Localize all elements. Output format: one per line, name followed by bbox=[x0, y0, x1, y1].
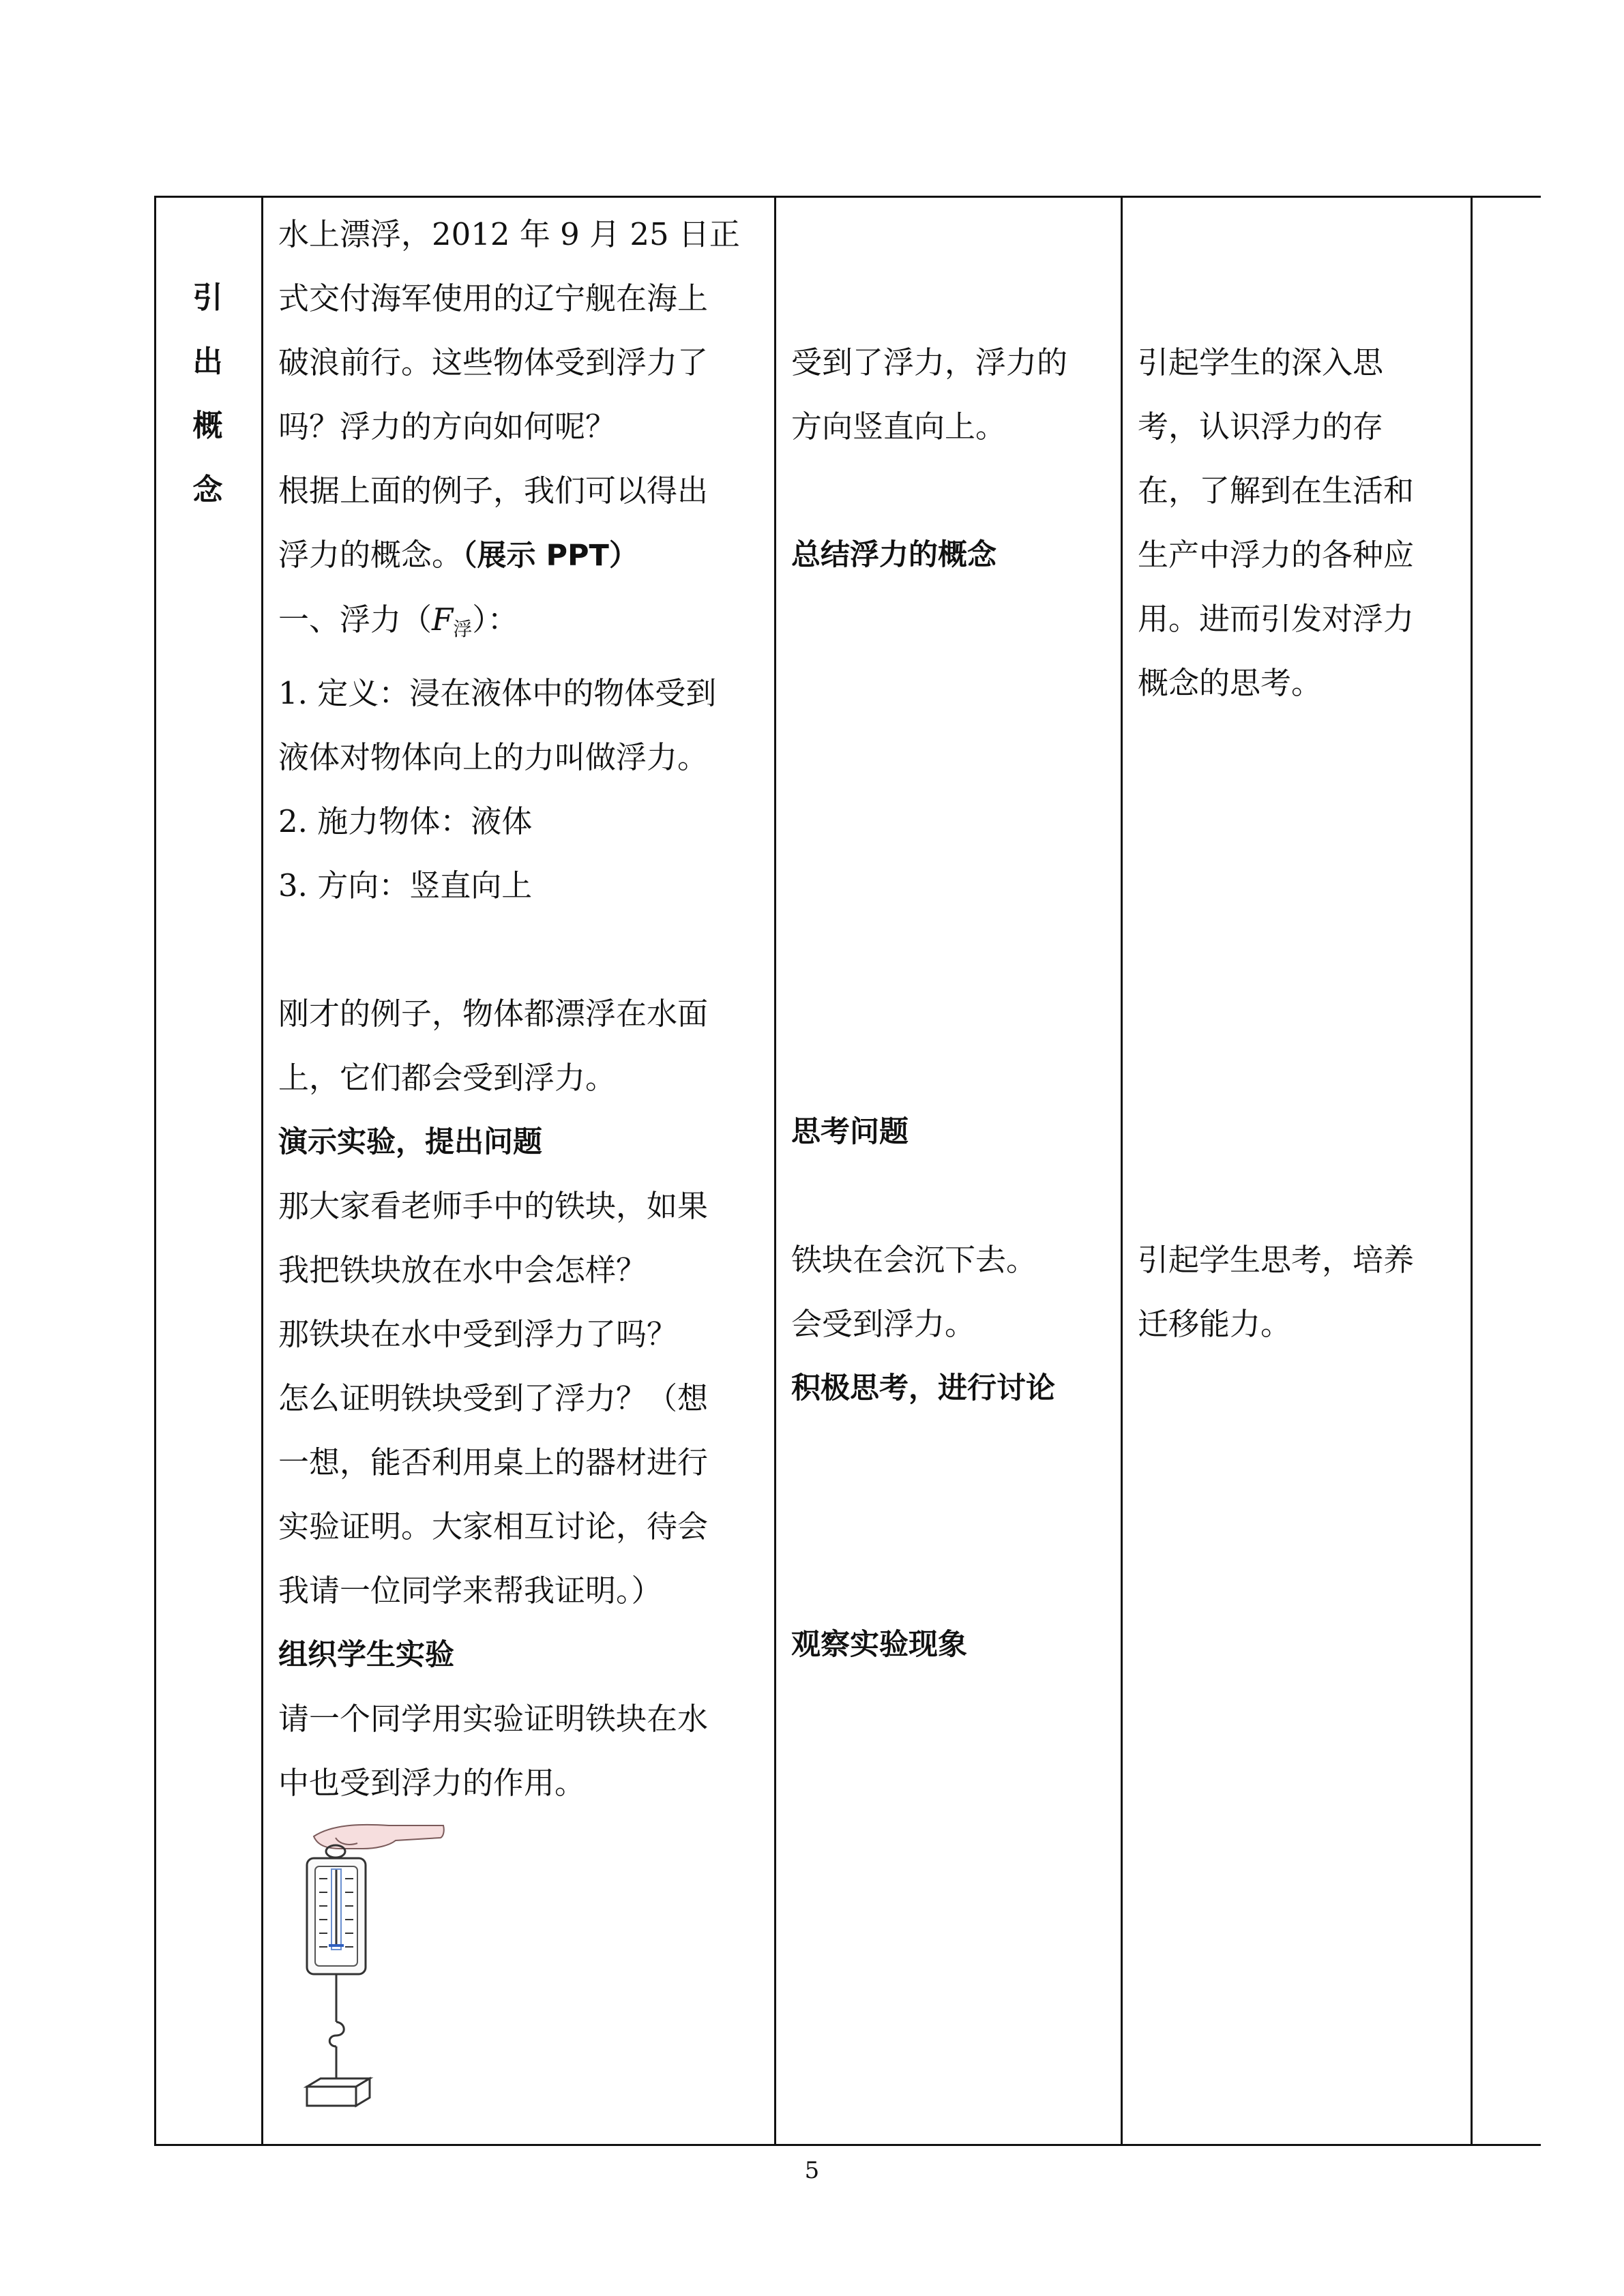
table-divider-2 bbox=[774, 196, 776, 2146]
observe-heading: 观察实验现象 bbox=[791, 1628, 967, 1662]
definition-point: 1. 定义：浸在液体中的物体受到 bbox=[278, 675, 717, 711]
student-answer-line: 方向竖直向上。 bbox=[791, 408, 1007, 445]
teacher-text-line bbox=[278, 523, 740, 588]
section-label-char: 出 bbox=[192, 344, 223, 379]
table-border-right bbox=[1471, 196, 1473, 2146]
teacher-activity-cell bbox=[278, 203, 740, 1815]
demo-line: 我请一位同学来帮我证明。） bbox=[278, 1572, 662, 1609]
buoyancy-symbol: F bbox=[432, 601, 454, 638]
organize-line: 中也受到浮力的作用。 bbox=[278, 1765, 586, 1801]
definition-point: 3. 方向：竖直向上 bbox=[278, 867, 533, 904]
design-intent-cell bbox=[1138, 331, 1414, 715]
example-line: 刚才的例子，物体都漂浮在水面 bbox=[278, 996, 709, 1032]
organize-line: 请一个同学用实验证明铁块在水 bbox=[278, 1701, 709, 1737]
demo-line: 实验证明。大家相互讨论，待会 bbox=[278, 1508, 709, 1545]
buoyancy-heading-prefix: 一、浮力（ bbox=[278, 601, 432, 638]
student-answer-line: 受到了浮力，浮力的 bbox=[791, 344, 1068, 381]
design-intent-cell bbox=[1138, 1228, 1414, 1356]
spring-scale-illustration bbox=[286, 1810, 450, 2111]
section-label-char: 概 bbox=[192, 408, 223, 443]
section-label-char: 引 bbox=[192, 280, 223, 315]
student-activity-cell bbox=[791, 1613, 967, 1677]
buoyancy-heading bbox=[278, 588, 740, 661]
demo-line: 那大家看老师手中的铁块，如果 bbox=[278, 1188, 709, 1224]
definition-point: 液体对物体向上的力叫做浮力。 bbox=[278, 739, 709, 775]
blank-gap bbox=[278, 918, 740, 982]
intent-line: 生产中浮力的各种应 bbox=[1138, 537, 1415, 573]
student-activity-cell bbox=[791, 523, 996, 587]
summary-heading: 总结浮力的概念 bbox=[791, 538, 996, 572]
demo-line: 那铁块在水中受到浮力了吗？ bbox=[278, 1316, 678, 1352]
discuss-heading: 积极思考，进行讨论 bbox=[791, 1371, 1055, 1405]
example-line: 上，它们都会受到浮力。 bbox=[278, 1060, 617, 1096]
intent-line: 用。进而引发对浮力 bbox=[1138, 601, 1415, 637]
teacher-text-line: 水上漂浮，2012 年 9 月 25 日正 bbox=[278, 216, 740, 252]
intent-line: 引起学生的深入思 bbox=[1138, 344, 1384, 381]
think-heading: 思考问题 bbox=[791, 1115, 909, 1149]
intent-line: 考，认识浮力的存 bbox=[1138, 408, 1384, 445]
page-number: 5 bbox=[804, 2157, 820, 2184]
iron-block-drawing bbox=[307, 2078, 370, 2106]
student-activity-cell bbox=[791, 1228, 1055, 1420]
definition-point: 2. 施力物体：液体 bbox=[278, 803, 533, 839]
teacher-text-line: 吗？浮力的方向如何呢？ bbox=[278, 408, 617, 445]
intent-line: 迁移能力。 bbox=[1138, 1306, 1292, 1342]
table-bottom-border bbox=[154, 2144, 1541, 2146]
student-answer-line: 铁块在会沉下去。 bbox=[791, 1242, 1037, 1278]
demo-line: 我把铁块放在水中会怎样？ bbox=[278, 1252, 647, 1288]
student-answer-line: 会受到浮力。 bbox=[791, 1306, 976, 1342]
teacher-text-line: 破浪前行。这些物体受到浮力了 bbox=[278, 344, 709, 381]
demo-line: 怎么证明铁块受到了浮力？（想 bbox=[278, 1380, 709, 1416]
section-label-char: 念 bbox=[192, 473, 223, 507]
intent-line: 概念的思考。 bbox=[1138, 665, 1323, 701]
demo-line: 一想，能否利用桌上的器材进行 bbox=[278, 1444, 709, 1480]
organize-heading: 组织学生实验 bbox=[278, 1638, 454, 1672]
intent-line: 在，了解到在生活和 bbox=[1138, 473, 1415, 509]
table-divider-3 bbox=[1121, 196, 1123, 2146]
demo-heading: 演示实验，提出问题 bbox=[278, 1125, 542, 1159]
student-activity-cell bbox=[791, 331, 1067, 459]
student-activity-cell bbox=[791, 1100, 909, 1164]
section-label bbox=[154, 266, 261, 522]
buoyancy-subscript: 浮 bbox=[453, 618, 473, 640]
teacher-text-line: 根据上面的例子，我们可以得出 bbox=[278, 473, 709, 509]
buoyancy-heading-suffix: ）： bbox=[472, 601, 518, 638]
table-divider-1 bbox=[261, 196, 263, 2146]
ppt-note: （展示 PPT） bbox=[462, 539, 638, 573]
table-top-border bbox=[154, 196, 1541, 198]
teacher-text-line: 式交付海军使用的辽宁舰在海上 bbox=[278, 280, 709, 316]
intent-line: 引起学生思考，培养 bbox=[1138, 1242, 1415, 1278]
teacher-text-fragment: 浮力的概念。 bbox=[278, 537, 463, 573]
